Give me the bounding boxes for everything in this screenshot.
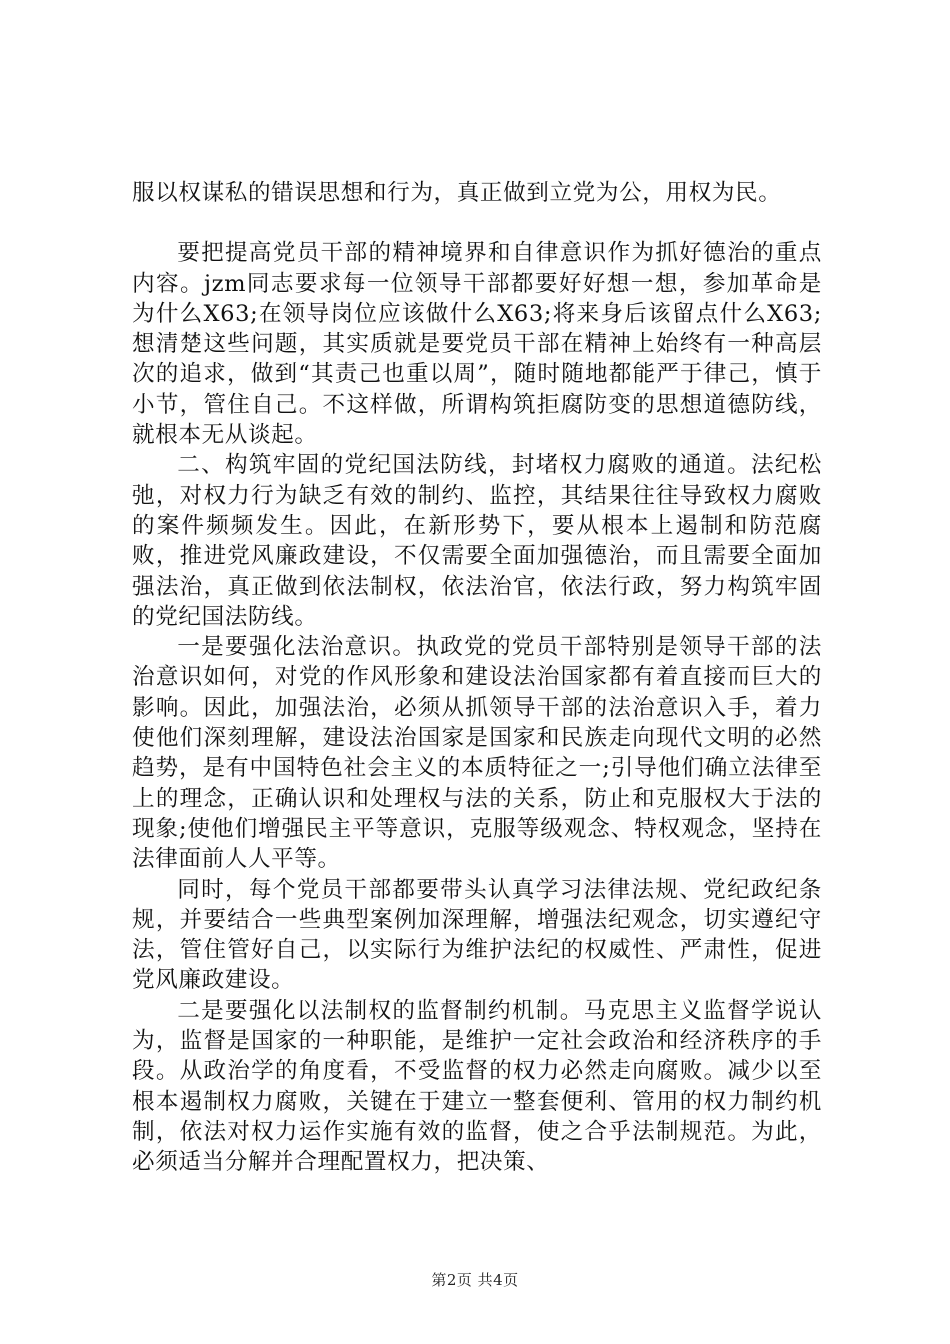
paragraph-continuation: 服以权谋私的错误思想和行为，真正做到立党为公，用权为民。 <box>132 180 782 206</box>
paragraph-study-laws: 同时，每个党员干部都要带头认真学习法律法规、党纪政纪条规，并要结合一些典型案例加深理解，增强法纪观念，切实遵纪守法，管住管好自己，以实际行为维护法纪的权威性、严肃性，促进党风廉政建设。 <box>132 876 822 994</box>
paragraph-self-discipline: 要把提高党员干部的精神境界和自律意识作为抓好德治的重点内容。jzm同志要求每一位领导干部都要好好想一想，参加革命是为什么X63;在领导岗位应该做什么X63;将来身后该留点什么X63;想清楚这些问题，其实质就是要党员干部在精神上始终有一种高层次的追求，做到“其责己也重以周”，随时随地都能严于律己，慎于小节，管住自己。不这样做，所谓构筑拒腐防变的思想道德防线，就根本无从谈起。 <box>132 240 822 449</box>
document-body <box>132 178 822 1178</box>
page-number-footer: 第2页 共4页 <box>431 1271 519 1289</box>
paragraph-gap <box>132 208 822 238</box>
paragraph-rule-of-law-awareness: 一是要强化法治意识。执政党的党员干部特别是领导干部的法治意识如何，对党的作风形象和建设法治国家都有着直接而巨大的影响。因此，加强法治，必须从抓领导干部的法治意识入手，着力使他们深刻理解，建设法治国家是国家和民族走向现代文明的必然趋势，是有中国特色社会主义的本质特征之一;引导他们确立法律至上的理念，正确认识和处理权与法的关系，防止和克服权大于法的现象;使他们增强民主平等意识，克服等级观念、特权观念，坚持在法律面前人人平等。 <box>132 634 822 873</box>
paragraph-supervision-mechanism: 二是要强化以法制权的监督制约机制。马克思主义监督学说认为，监督是国家的一种职能，是维护一定社会政治和经济秩序的手段。从政治学的角度看，不受监督的权力必然走向腐败。减少以至根本遏制权力腐败，关键在于建立一整套便利、管用的权力制约机制，依法对权力运作实施有效的监督，使之合乎法制规范。为此，必须适当分解并合理配置权力，把决策、 <box>132 997 822 1176</box>
paragraph-section-two-heading: 二、构筑牢固的党纪国法防线，封堵权力腐败的通道。法纪松弛，对权力行为缺乏有效的制约、监控，其结果往往导致权力腐败的案件频频发生。因此，在新形势下，要从根本上遏制和防范腐败，推进党风廉政建设，不仅需要全面加强德治，而且需要全面加强法治，真正做到依法制权，依法治官，依法行政，努力构筑牢固的党纪国法防线。 <box>132 452 822 630</box>
